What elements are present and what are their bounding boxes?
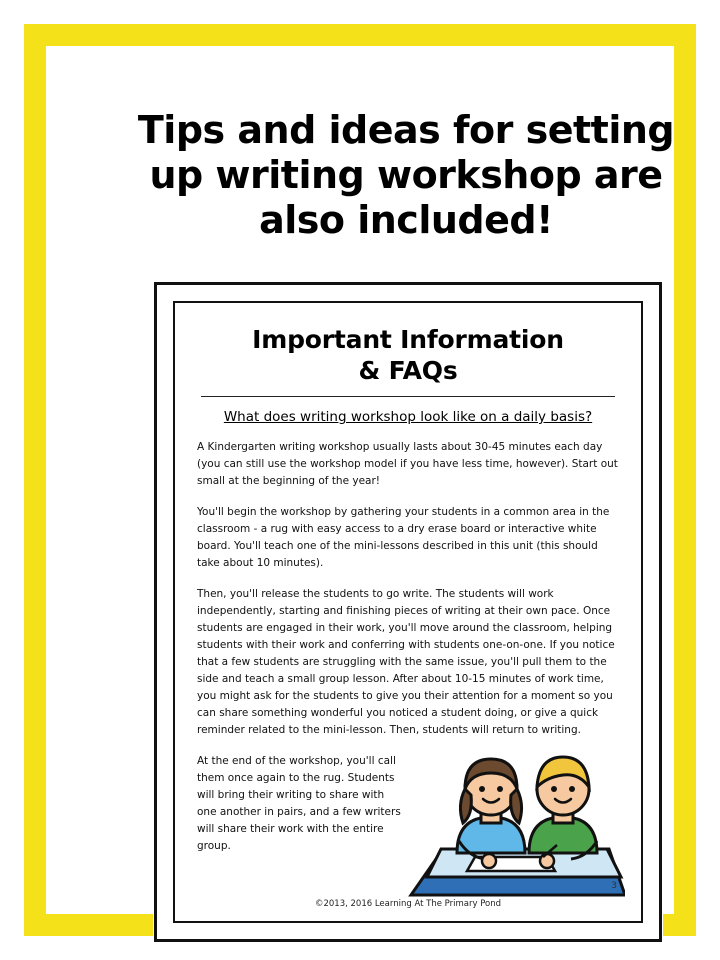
paragraph-3: Then, you'll release the students to go write. The students will work independently, starting and finishing pieces of writing at their own pace. Once students are engaged in their work, you'll move around the classroom, helping students with their work and conferring with students one-on-one. If you notice that a few students are struggling with the same issue, you'll pull them to the side and teach a small group lesson. After about 10-15 minutes of work time, you might ask for the students to give you their attention for a moment so you can share something wonderful you noticed a student doing, or give a quick reminder related to the mini-lesson. Then, students will return to writing.: [197, 588, 615, 736]
document-title-line-1: Important Information: [252, 325, 564, 354]
closing-block: [197, 753, 619, 855]
title-divider: [201, 396, 615, 397]
paragraph-1: A Kindergarten writing workshop usually lasts about 30-45 minutes each day (you can still use the workshop model if you have less time, however). Start out small at the beginning of the year!: [197, 441, 618, 487]
copyright-notice: ©2013, 2016 Learning At The Primary Pond: [314, 899, 502, 909]
frame-inner: [92, 92, 720, 960]
document-title: [197, 325, 619, 386]
question-heading: What does writing workshop look like on a daily basis?: [223, 409, 593, 425]
document-title-line-2: & FAQs: [358, 355, 458, 385]
page-number: 3: [611, 881, 617, 891]
yellow-frame: [24, 24, 696, 936]
document-preview-card: [154, 282, 662, 942]
page-title: Tips and ideas for setting up writing workshop are also included!: [137, 108, 675, 242]
paragraph-4: At the end of the workshop, you'll call them once again to the rug. Students will bring their writing to share with one another in pairs, and a few writers will share their work with the entire group.: [197, 755, 401, 852]
document-inner-border: [173, 301, 643, 923]
paragraph-2: You'll begin the workshop by gathering your students in a common area in the classroom - a rug with easy access to a dry erase board or interactive white board. You'll teach one of the mini-lessons described in this unit (this should take about 10 minutes).: [197, 506, 610, 569]
two-students-writing-illustration: [397, 745, 625, 905]
